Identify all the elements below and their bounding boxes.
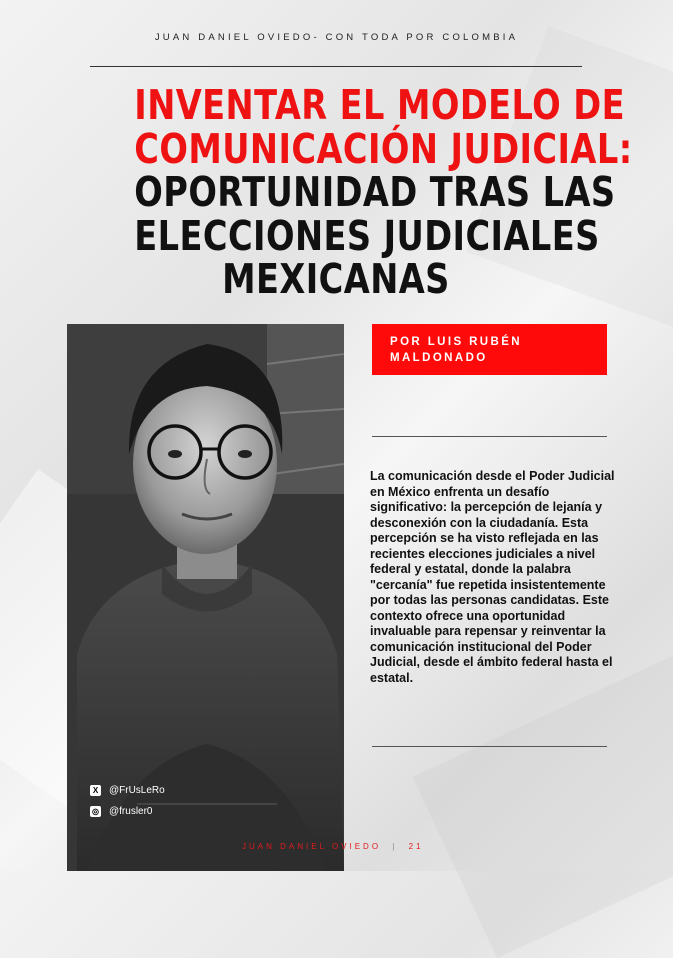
title-line-black-3: MEXICANAS (222, 255, 450, 303)
background-shape (413, 642, 673, 958)
article-title (134, 81, 633, 303)
page-number: 21 (408, 842, 424, 851)
page-footer (242, 842, 424, 851)
body-top-divider (372, 436, 607, 437)
social-x[interactable] (90, 785, 165, 796)
footer-separator: | (392, 842, 398, 851)
author-badge (372, 324, 607, 375)
title-line-red-1: INVENTAR EL MODELO DE (134, 81, 625, 129)
author-line-2: MALDONADO (390, 352, 488, 364)
x-handle[interactable]: @FrUsLeRo (109, 785, 165, 796)
x-logo-icon: X (90, 785, 101, 796)
author-line-1: POR LUIS RUBÉN (390, 336, 522, 348)
article-intro: La comunicación desde el Poder Judicial en México enfrenta un desafío significativo: la percepción de lejanía y desconexión con la ciudadanía. Esta percepción se ha visto reflejada en las recientes elecciones judiciales a nivel federal y estatal, donde la palabra "cercanía" fue repetida insistentemente por todas las personas candidatas. Este contexto ofrece una oportunidad invaluable para repensar y reinventar la comunicación institucional del Poder Judicial, desde el ámbito federal hasta el estatal. (370, 469, 615, 685)
title-line-black-1: OPORTUNIDAD TRAS LAS (134, 168, 616, 216)
footer-name: JUAN DANIEL OVIEDO (242, 842, 382, 851)
title-line-red-2: COMUNICACIÓN JUDICIAL: (134, 124, 633, 173)
header-divider (90, 66, 582, 67)
instagram-handle[interactable]: @frusler0 (109, 806, 153, 817)
social-instagram[interactable] (90, 806, 153, 817)
instagram-icon: ◎ (90, 806, 101, 817)
magazine-header: JUAN DANIEL OVIEDO- CON TODA POR COLOMBIA (154, 32, 519, 43)
body-bottom-divider (372, 746, 607, 747)
title-line-black-2: ELECCIONES JUDICIALES (134, 211, 600, 260)
